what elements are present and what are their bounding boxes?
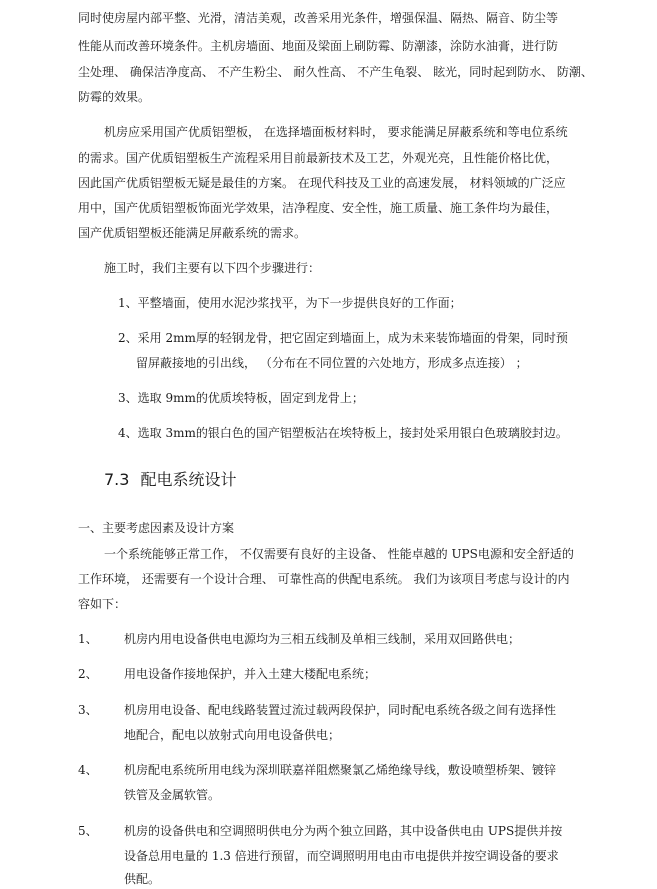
intro-line: 防霉的效果。: [78, 90, 151, 104]
panel-para-line: 因此国产优质铝塑板无疑是最佳的方案。 在现代科技及工业的高速发展， 材料领域的广泛应: [78, 176, 566, 190]
item-line: 供配。: [124, 872, 161, 886]
item-line: 机房配电系统所用电线为深圳联嘉祥阻燃聚氯乙烯绝缘导线，敷设喷塑桥架、镀锌: [124, 763, 557, 777]
step-line: 4、选取 3mm的银白色的国产铝塑板沾在埃特板上，接封处采用银白色玻璃胶封边。: [118, 426, 568, 440]
subheading: 一、主要考虑因素及设计方案: [78, 521, 235, 535]
item-line: 机房内用电设备供电电源均为三相五线制及单相三线制，采用双回路供电；: [124, 632, 521, 646]
item-line: 用电设备作接地保护，并入土建大楼配电系统；: [124, 667, 377, 681]
step-line: 1、平整墙面，使用水泥沙浆找平，为下一步提供良好的工作面；: [118, 296, 462, 310]
item-number: 5、: [78, 824, 98, 838]
item-line: 机房的设备供电和空调照明供电分为两个独立回路，其中设备供电由 UPS提供并按: [124, 824, 563, 838]
design-para-line: 容如下：: [78, 597, 127, 611]
step-line: 留屏蔽接地的引出线， （分布在不同位置的六处地方，形成多点连接） ；: [136, 356, 528, 370]
panel-para-line: 国产优质铝塑板还能满足屏蔽系统的需求。: [78, 226, 307, 240]
section-title: 配电系统设计: [140, 470, 237, 489]
item-number: 2、: [78, 667, 98, 681]
design-para-line: 一个系统能够正常工作， 不仅需要有良好的主设备、 性能卓越的 UPS电源和安全舒适的: [104, 547, 574, 561]
section-number: 7.3: [104, 470, 130, 489]
step-line: 3、选取 9mm的优质埃特板，固定到龙骨上；: [118, 391, 364, 405]
section-heading: [104, 469, 237, 491]
item-line: 铁管及金属软管。: [124, 788, 221, 802]
item-number: 4、: [78, 763, 98, 777]
intro-line: 同时使房屋内部平整、光滑，清洁美观，改善采用光条件，增强保温、隔热、隔音、防尘等: [78, 11, 559, 25]
item-number: 1、: [78, 632, 98, 646]
item-number: 3、: [78, 703, 98, 717]
step-line: 2、采用 2mm厚的轻钢龙骨，把它固定到墙面上，成为未来装饰墙面的骨架，同时预: [118, 331, 568, 345]
steps-intro: 施工时，我们主要有以下四个步骤进行：: [104, 261, 321, 275]
panel-para-line: 机房应采用国产优质铝塑板， 在选择墙面板材料时， 要求能满足屏蔽系统和等电位系统: [104, 125, 568, 139]
intro-line: 尘处理、 确保洁净度高、 不产生粉尘、 耐久性高、 不产生龟裂、 眩光，同时起到防水、 防潮、: [78, 65, 593, 79]
item-line: 机房用电设备、配电线路装置过流过载两段保护，同时配电系统各级之间有选择性: [124, 703, 557, 717]
panel-para-line: 的需求。国产优质铝塑板生产流程采用目前最新技术及工艺，外观光亮，且性能价格比优，: [78, 151, 559, 165]
item-line: 设备总用电量的 1.3 倍进行预留，而空调照明用电由市电提供并按空调设备的要求: [124, 849, 559, 863]
design-para-line: 工作环境， 还需要有一个设计合理、 可靠性高的供配电系统。 我们为该项目考虑与设计的内: [78, 572, 570, 586]
panel-para-line: 用中，国产优质铝塑板饰面光学效果，洁净程度、安全性，施工质量、施工条件均为最佳，: [78, 201, 559, 215]
intro-line: 性能从而改善环境条件。主机房墙面、地面及梁面上刷防霉、防潮漆，涂防水油膏，进行防: [78, 39, 559, 53]
item-line: 地配合，配电以放射式向用电设备供电；: [124, 728, 341, 742]
